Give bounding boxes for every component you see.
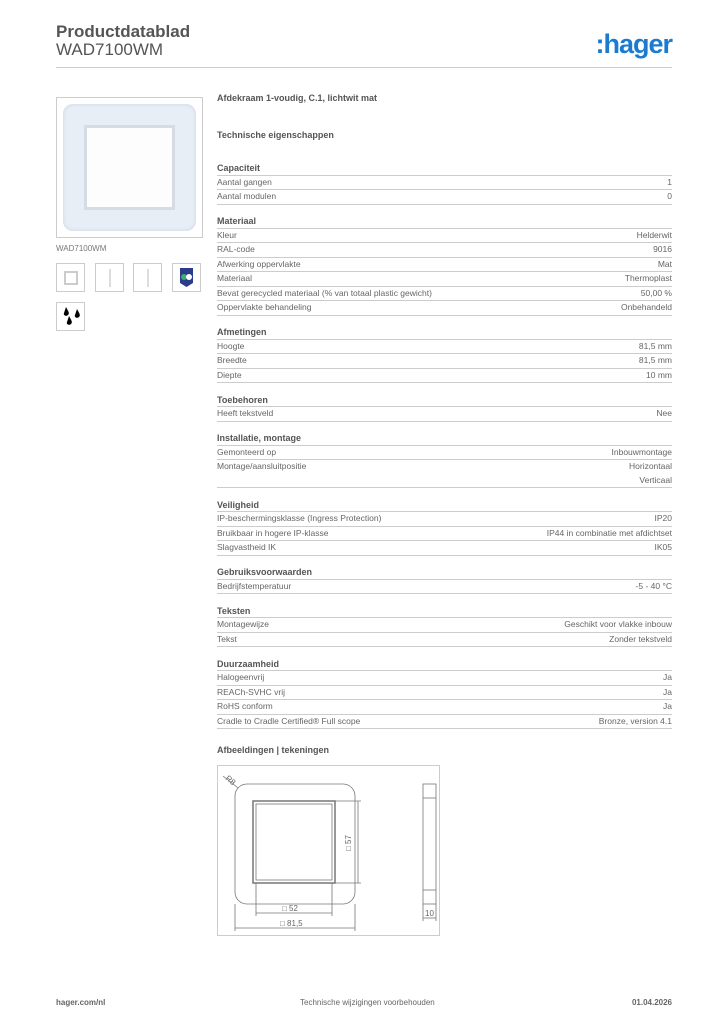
spec-label: Bevat gerecycled materiaal (% van totaal plastic gewicht) <box>217 287 432 298</box>
spec-row <box>217 407 672 422</box>
spec-row <box>217 243 672 258</box>
spec-value: 81,5 mm <box>638 340 672 351</box>
spec-label: Aantal gangen <box>217 176 272 187</box>
depth-label: 10 <box>425 909 434 918</box>
spec-value: Horizontaal <box>629 461 672 471</box>
spec-value: 81,5 mm <box>638 355 672 365</box>
spec-value: IK05 <box>654 542 672 552</box>
spec-row <box>217 715 672 730</box>
spec-label: Slagvastheid IK <box>217 542 277 552</box>
spec-label: REACh-SVHC vrij <box>217 686 286 697</box>
footer-date: 01.04.2026 <box>631 998 672 1007</box>
spec-row <box>217 229 672 244</box>
drawing-heading: Afbeeldingen | tekeningen <box>217 745 330 755</box>
spec-value: 0 <box>667 191 672 201</box>
spec-value: Verticaal <box>639 474 672 485</box>
spec-row <box>217 527 672 542</box>
section-title: Teksten <box>217 604 672 619</box>
spec-row <box>217 460 672 488</box>
product-description: Afdekraam 1-voudig, C.1, lichtwit mat <box>217 93 378 103</box>
tech-heading: Technische eigenschappen <box>217 130 334 140</box>
spec-row <box>217 446 672 461</box>
technical-drawing <box>217 765 440 936</box>
spec-value: Thermoplast <box>624 273 672 283</box>
spec-value: Zonder tekstveld <box>609 633 672 644</box>
spec-value: Bronze, version 4.1 <box>598 715 672 726</box>
spec-section <box>217 431 672 488</box>
spec-value: IP44 in combinatie met afdichtset <box>546 527 672 538</box>
spec-label: IP-beschermingsklasse (Ingress Protection) <box>217 513 382 523</box>
inner-width-label: □ 52 <box>282 904 298 913</box>
spec-section <box>217 657 672 730</box>
spec-label: Tekst <box>217 633 237 644</box>
section-title: Afmetingen <box>217 325 672 340</box>
spec-label: Oppervlakte behandeling <box>217 302 312 312</box>
section-title: Veiligheid <box>217 498 672 513</box>
spec-label: Gemonteerd op <box>217 446 277 457</box>
spec-value: Geschikt voor vlakke inbouw <box>564 619 672 629</box>
spec-value: Ja <box>663 686 672 697</box>
spec-row <box>217 190 672 205</box>
spec-row <box>217 301 672 316</box>
spec-label: Montagewijze <box>217 619 269 629</box>
spec-label: Bedrijfstemperatuur <box>217 580 292 591</box>
spec-row <box>217 618 672 633</box>
spec-section <box>217 604 672 648</box>
header-divider <box>56 67 672 68</box>
spec-row <box>217 340 672 355</box>
spec-value: Helderwit <box>636 229 672 240</box>
spec-row <box>217 700 672 715</box>
footer-disclaimer: Technische wijzigingen voorbehouden <box>300 998 435 1007</box>
spec-label: Heeft tekstveld <box>217 408 274 418</box>
spec-label: Breedte <box>217 355 247 365</box>
spec-label: RoHS conform <box>217 701 273 711</box>
product-code: WAD7100WM <box>56 40 164 59</box>
spec-value: Onbehandeld <box>620 302 672 312</box>
spec-section <box>217 161 672 205</box>
spec-value: Mat <box>657 258 672 269</box>
spec-label: Bruikbaar in hogere IP-klasse <box>217 527 329 538</box>
spec-label: Montage/aansluitpositie <box>217 461 307 471</box>
spec-value: Inbouwmontage <box>611 446 672 457</box>
spec-value: Ja <box>663 701 672 711</box>
spec-label: Halogeenvrij <box>217 672 265 682</box>
spec-row <box>217 633 672 648</box>
spec-value: Ja <box>663 672 672 682</box>
spec-label: Materiaal <box>217 273 252 283</box>
spec-row <box>217 512 672 527</box>
spec-label: Aantal modulen <box>217 191 277 201</box>
radius-label: R8 <box>223 773 238 788</box>
section-title: Materiaal <box>217 214 672 229</box>
spec-label: Diepte <box>217 369 242 380</box>
spec-section <box>217 565 672 594</box>
spec-value: IP20 <box>654 513 672 523</box>
spec-row <box>217 686 672 701</box>
spec-section <box>217 325 672 383</box>
product-image[interactable] <box>56 97 203 238</box>
spec-row <box>217 541 672 556</box>
page-title: Productdatablad <box>56 22 191 41</box>
water-drops-icon[interactable] <box>56 302 85 331</box>
spec-row <box>217 287 672 302</box>
spec-value: -5 - 40 °C <box>635 580 672 591</box>
spec-row <box>217 671 672 686</box>
section-title: Duurzaamheid <box>217 657 672 672</box>
spec-row <box>217 354 672 369</box>
spec-section <box>217 498 672 556</box>
product-image-caption: WAD7100WM <box>56 244 107 253</box>
footer-website[interactable]: hager.com/nl <box>56 998 106 1007</box>
cradle-to-cradle-badge-icon[interactable] <box>172 263 201 292</box>
spec-value: 50,00 % <box>640 287 672 298</box>
frame-thumbnail[interactable] <box>56 263 85 292</box>
spec-section <box>217 393 672 422</box>
spec-label: Kleur <box>217 229 237 240</box>
section-title: Installatie, montage <box>217 431 672 446</box>
outer-width-label: □ 81,5 <box>280 919 303 928</box>
spec-row <box>217 272 672 287</box>
spec-value: 9016 <box>653 244 672 254</box>
section-title: Toebehoren <box>217 393 672 408</box>
spec-label: Cradle to Cradle Certified® Full scope <box>217 715 361 726</box>
spec-content <box>217 93 672 739</box>
spec-row <box>217 369 672 384</box>
spec-value: Nee <box>656 408 672 418</box>
spec-row <box>217 176 672 191</box>
spec-row <box>217 580 672 595</box>
spec-row <box>217 258 672 273</box>
section-title: Gebruiksvoorwaarden <box>217 565 672 580</box>
side-view-thumbnail[interactable] <box>95 263 124 292</box>
spec-section <box>217 214 672 316</box>
spec-value: 1 <box>667 176 672 187</box>
spec-label: Afwerking oppervlakte <box>217 258 301 269</box>
inner-height-label: □ 57 <box>344 835 353 851</box>
hager-logo: :hager <box>595 29 672 59</box>
side-view-thumbnail-2[interactable] <box>133 263 162 292</box>
spec-label: Hoogte <box>217 340 245 351</box>
section-title: Capaciteit <box>217 161 672 176</box>
spec-value: 10 mm <box>646 369 672 380</box>
spec-label: RAL-code <box>217 244 255 254</box>
